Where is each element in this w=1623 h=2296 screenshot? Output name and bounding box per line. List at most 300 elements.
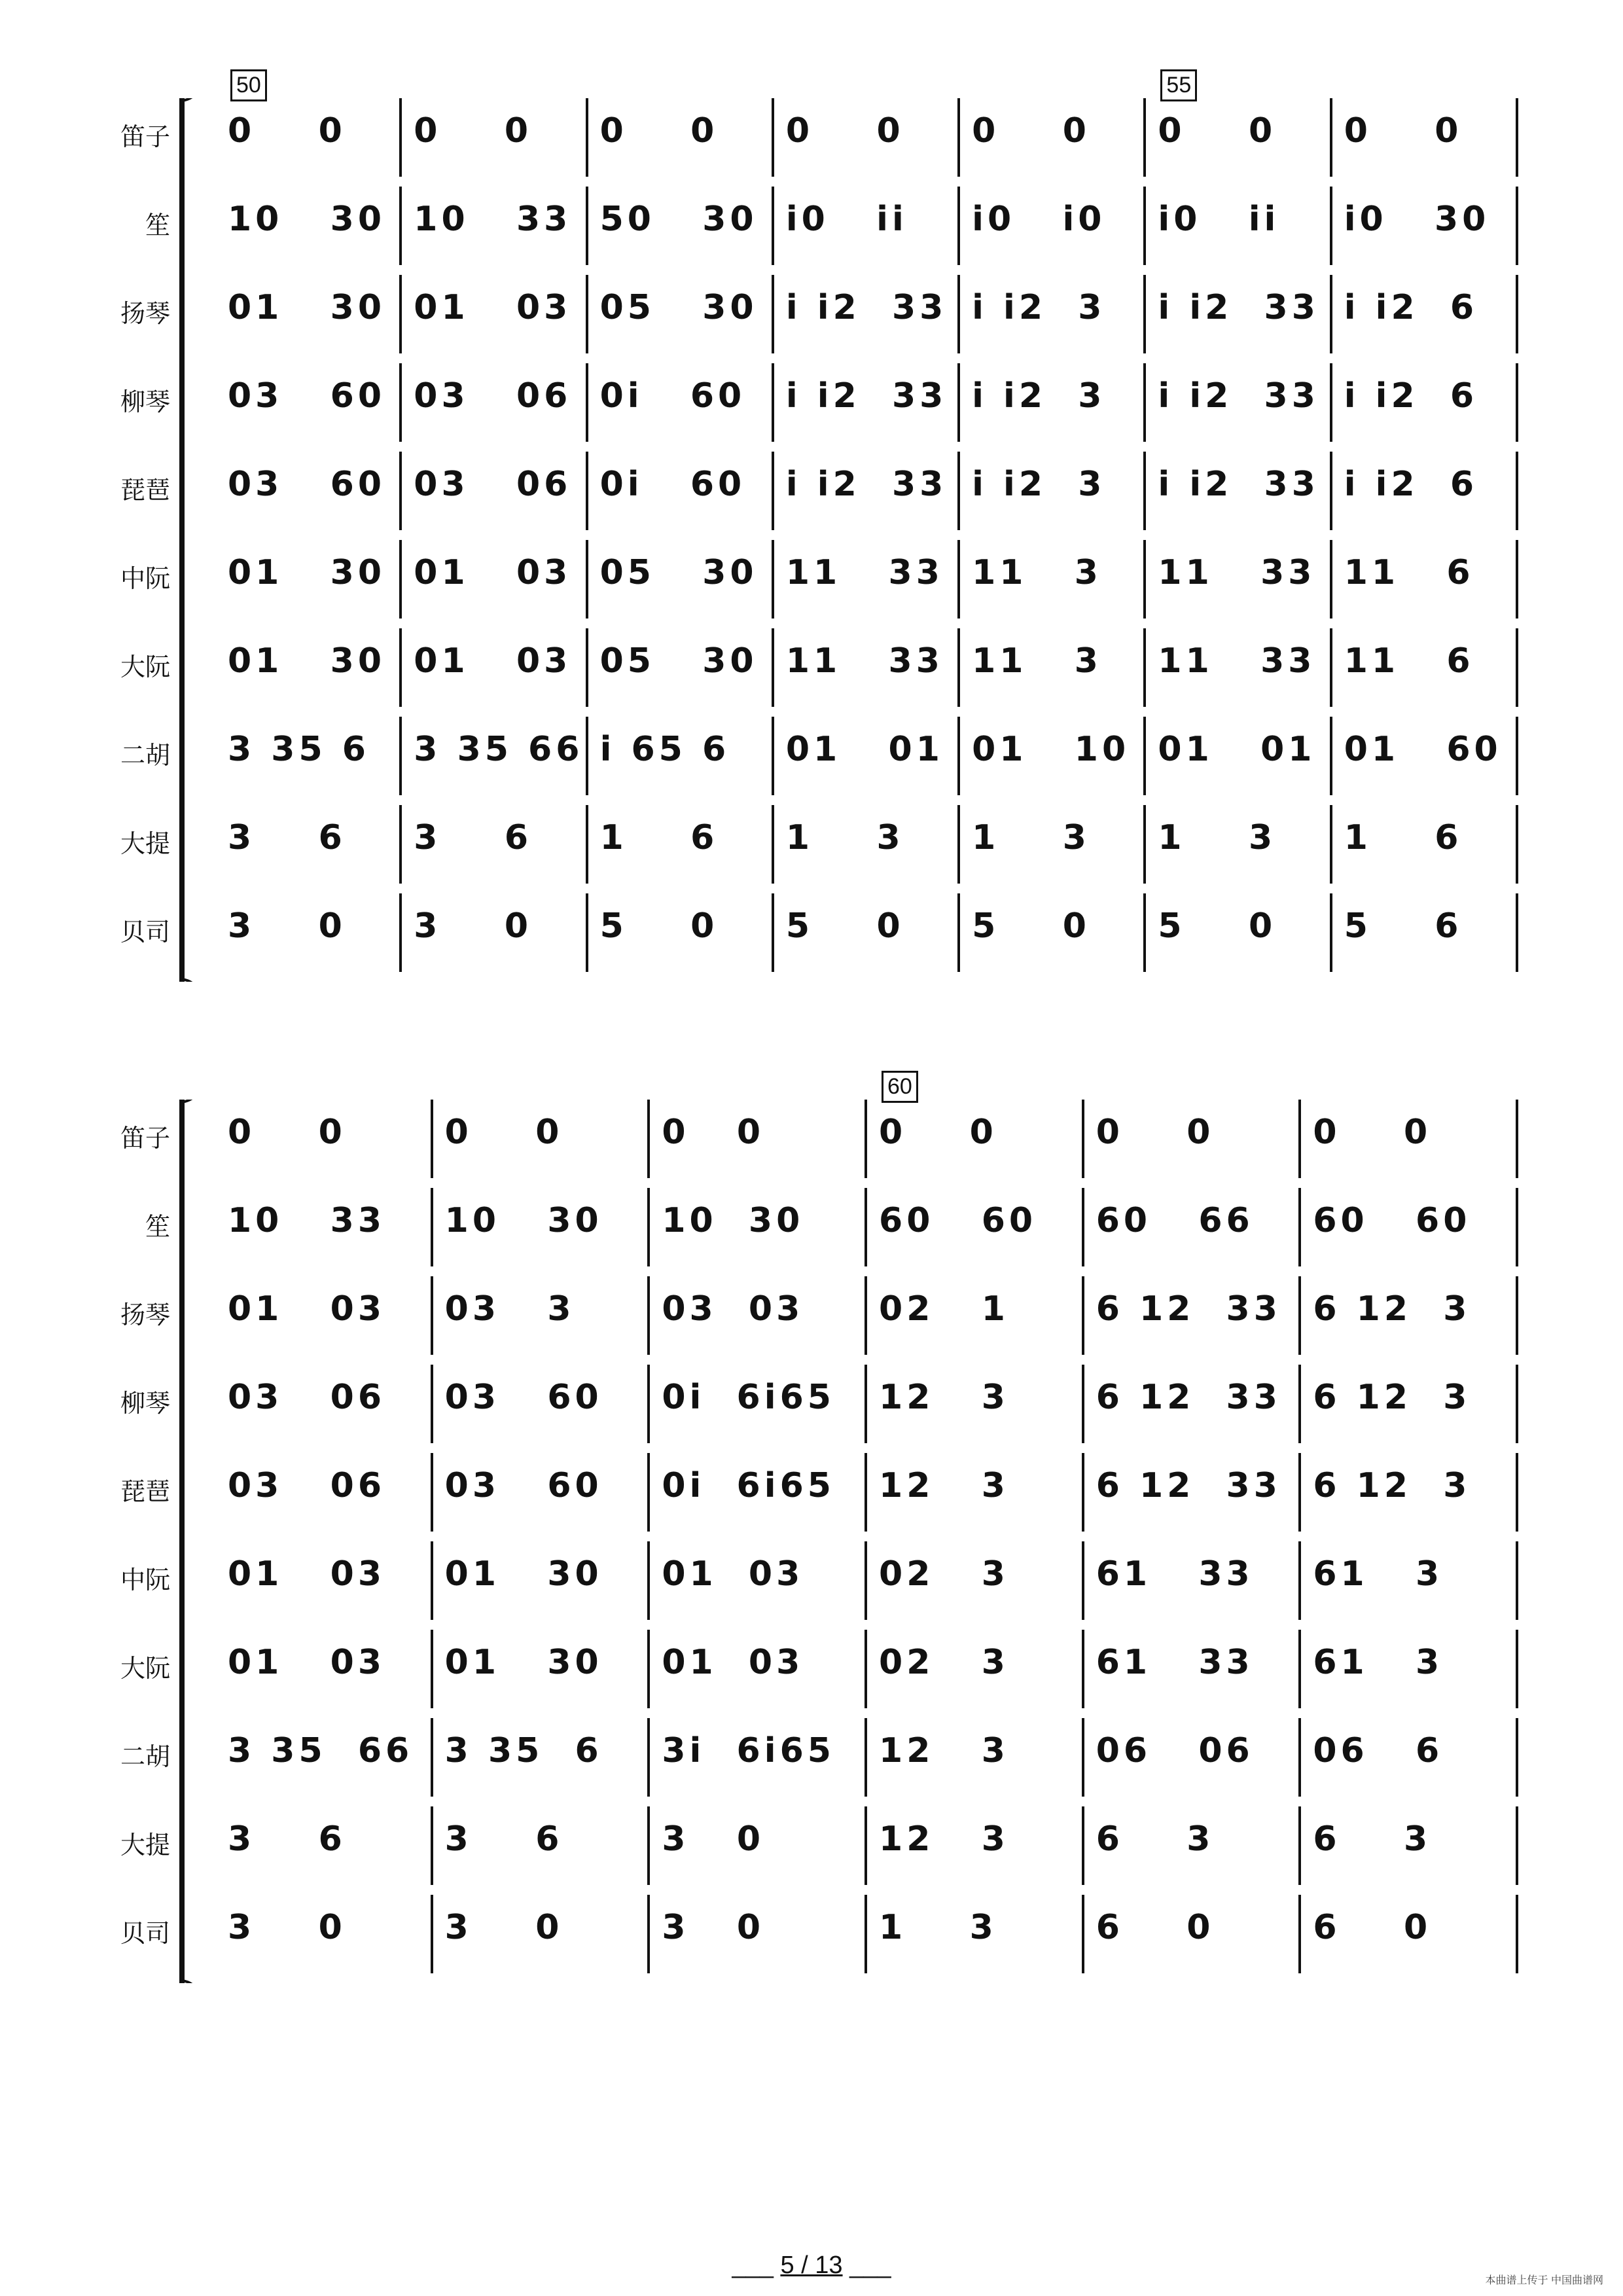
measure xyxy=(1143,187,1329,265)
measure xyxy=(431,1895,648,1973)
measure xyxy=(647,1718,865,1797)
measure xyxy=(772,275,957,353)
jianpu-notes: 06 06 xyxy=(1096,1731,1254,1770)
jianpu-notes: 11 6 xyxy=(1344,553,1474,592)
measure xyxy=(1143,805,1329,884)
jianpu-notes: 5 0 xyxy=(599,906,719,946)
jianpu-notes: 01 03 xyxy=(662,1554,804,1594)
jianpu-notes: 11 3 xyxy=(972,553,1102,592)
measure xyxy=(772,805,957,884)
measure xyxy=(865,1276,1082,1355)
instrument-label: 大提 xyxy=(120,1832,170,1859)
measure-group xyxy=(216,1074,1518,1178)
jianpu-notes: 0i 60 xyxy=(599,465,746,504)
jianpu-notes: 05 30 xyxy=(599,288,758,327)
jianpu-notes: 61 3 xyxy=(1313,1554,1444,1594)
jianpu-notes: 3i 6i65 xyxy=(662,1731,835,1770)
jianpu-notes: 01 10 xyxy=(972,730,1130,769)
measure-group xyxy=(216,540,1518,619)
jianpu-notes: 03 60 xyxy=(228,465,386,504)
jianpu-notes: 1 3 xyxy=(785,818,904,857)
measure-group xyxy=(216,1541,1518,1620)
jianpu-notes: 01 30 xyxy=(444,1554,603,1594)
measure xyxy=(216,893,399,972)
jianpu-notes: 12 3 xyxy=(879,1731,1009,1770)
instrument-row xyxy=(120,363,1518,442)
jianpu-notes: 0i 60 xyxy=(599,376,746,416)
measure xyxy=(216,275,399,353)
jianpu-notes: i0 ii xyxy=(785,200,908,239)
jianpu-notes: 6 0 xyxy=(1096,1908,1215,1947)
measure xyxy=(1330,540,1518,619)
instrument-label: 笙 xyxy=(145,212,170,240)
measure xyxy=(647,1806,865,1885)
instrument-label: 柳琴 xyxy=(120,1390,170,1418)
measure xyxy=(772,452,957,530)
measure xyxy=(216,628,399,707)
measure xyxy=(1298,1100,1518,1178)
measure xyxy=(586,363,772,442)
jianpu-notes: 11 33 xyxy=(1158,641,1316,681)
measure xyxy=(957,275,1143,353)
jianpu-notes: 6 3 xyxy=(1313,1820,1432,1859)
measure xyxy=(216,1365,431,1443)
jianpu-notes: 0 0 xyxy=(662,1113,765,1152)
jianpu-notes: 01 03 xyxy=(228,1554,386,1594)
measure xyxy=(1143,540,1329,619)
instrument-row xyxy=(120,1541,1518,1620)
instrument-label: 扬琴 xyxy=(120,300,170,328)
jianpu-notes: 0 0 xyxy=(444,1113,563,1152)
measure xyxy=(431,1365,648,1443)
jianpu-notes: 0 0 xyxy=(785,111,904,151)
instrument-label: 琵琶 xyxy=(120,1479,170,1506)
measure xyxy=(1143,893,1329,972)
jianpu-notes: 11 33 xyxy=(1158,553,1316,592)
jianpu-notes: 0 0 xyxy=(228,111,346,151)
measure xyxy=(216,187,399,265)
instrument-row xyxy=(120,1453,1518,1532)
jianpu-notes: 3 6 xyxy=(414,818,533,857)
jianpu-notes: 01 03 xyxy=(414,288,572,327)
measure xyxy=(586,98,772,177)
measure xyxy=(431,1806,648,1885)
jianpu-notes: 02 1 xyxy=(879,1289,1009,1329)
jianpu-notes: 0 0 xyxy=(1344,111,1463,151)
measure xyxy=(1082,1895,1299,1973)
measure-group xyxy=(216,1718,1518,1797)
jianpu-notes: 01 01 xyxy=(785,730,944,769)
jianpu-notes: i i2 33 xyxy=(1158,465,1319,504)
instrument-row xyxy=(120,452,1518,530)
measure xyxy=(1298,1806,1518,1885)
measure xyxy=(431,1630,648,1708)
measure xyxy=(399,628,585,707)
instrument-row xyxy=(120,717,1518,795)
instrument-label: 二胡 xyxy=(120,1744,170,1771)
score-system xyxy=(120,1074,1518,1983)
measure xyxy=(1298,1895,1518,1973)
measure xyxy=(1298,1276,1518,1355)
jianpu-notes: 6 12 33 xyxy=(1096,1466,1281,1505)
jianpu-notes: 3 0 xyxy=(228,906,346,946)
jianpu-notes: 5 0 xyxy=(785,906,904,946)
jianpu-notes: 12 3 xyxy=(879,1466,1009,1505)
page-number-text: 5 / 13 xyxy=(780,2251,843,2279)
instrument-label: 贝司 xyxy=(120,919,170,946)
jianpu-notes: 01 03 xyxy=(414,641,572,681)
instrument-row xyxy=(120,1895,1518,1973)
instrument-row xyxy=(120,805,1518,884)
jianpu-notes: i i2 3 xyxy=(972,288,1106,327)
measure xyxy=(1298,1718,1518,1797)
jianpu-notes: i i2 33 xyxy=(785,288,948,327)
jianpu-notes: 3 6 xyxy=(444,1820,563,1859)
jianpu-notes: 3 0 xyxy=(662,1908,765,1947)
measure xyxy=(1143,717,1329,795)
jianpu-notes: 10 30 xyxy=(662,1201,804,1240)
jianpu-notes: 60 66 xyxy=(1096,1201,1254,1240)
jianpu-notes: 11 33 xyxy=(785,641,944,681)
jianpu-notes: 3 0 xyxy=(414,906,533,946)
measure xyxy=(865,1806,1082,1885)
jianpu-notes: 0 0 xyxy=(228,1113,346,1152)
measure xyxy=(1298,1541,1518,1620)
measure xyxy=(1330,363,1518,442)
jianpu-notes: 0 0 xyxy=(599,111,719,151)
jianpu-notes: 05 30 xyxy=(599,641,758,681)
jianpu-notes: 0 0 xyxy=(1096,1113,1215,1152)
jianpu-notes: i i2 6 xyxy=(1344,465,1478,504)
measure xyxy=(1143,275,1329,353)
jianpu-notes: 01 03 xyxy=(228,1643,386,1682)
jianpu-notes: 03 60 xyxy=(444,1466,603,1505)
jianpu-notes: i i2 33 xyxy=(1158,288,1319,327)
jianpu-notes: 02 3 xyxy=(879,1554,1009,1594)
instrument-label: 大阮 xyxy=(120,654,170,681)
jianpu-notes: 03 06 xyxy=(228,1466,386,1505)
jianpu-notes: 03 06 xyxy=(228,1378,386,1417)
measure-group xyxy=(216,73,1518,177)
jianpu-notes: 6 12 3 xyxy=(1313,1289,1471,1329)
jianpu-notes: 0 0 xyxy=(879,1113,997,1152)
measure xyxy=(647,1365,865,1443)
measure xyxy=(1298,1453,1518,1532)
measure xyxy=(957,628,1143,707)
measure xyxy=(1330,452,1518,530)
measure xyxy=(1330,275,1518,353)
measure xyxy=(399,805,585,884)
jianpu-notes: 10 30 xyxy=(228,200,386,239)
measure xyxy=(216,717,399,795)
measure xyxy=(431,1541,648,1620)
jianpu-notes: 0 0 xyxy=(1313,1113,1432,1152)
jianpu-notes: 01 30 xyxy=(228,553,386,592)
measure xyxy=(957,893,1143,972)
measure xyxy=(216,805,399,884)
jianpu-notes: 0i 6i65 xyxy=(662,1378,835,1417)
instrument-row xyxy=(145,1188,1518,1266)
measure xyxy=(216,1806,431,1885)
measure xyxy=(216,540,399,619)
measure xyxy=(1082,1806,1299,1885)
measure xyxy=(586,805,772,884)
jianpu-notes: 06 6 xyxy=(1313,1731,1444,1770)
jianpu-notes: i 65 6 xyxy=(599,730,730,769)
jianpu-notes: 3 35 6 xyxy=(228,730,370,769)
jianpu-notes: 01 03 xyxy=(662,1643,804,1682)
instrument-row xyxy=(120,1276,1518,1355)
page-number: ___ 5 / 13 ___ xyxy=(732,2251,891,2279)
measure xyxy=(647,1895,865,1973)
measure xyxy=(1330,893,1518,972)
measure xyxy=(216,1718,431,1797)
jianpu-notes: 10 33 xyxy=(414,200,572,239)
measure xyxy=(431,1100,648,1178)
jianpu-notes: 5 6 xyxy=(1344,906,1463,946)
measure-group xyxy=(216,628,1518,707)
measure-group xyxy=(216,1188,1518,1266)
measure-group xyxy=(216,1453,1518,1532)
measure xyxy=(216,363,399,442)
jianpu-notes: i0 ii xyxy=(1158,200,1280,239)
instrument-row xyxy=(120,1365,1518,1443)
jianpu-notes: 01 30 xyxy=(228,288,386,327)
jianpu-notes: 10 33 xyxy=(228,1201,386,1240)
measure xyxy=(399,717,585,795)
jianpu-notes: 5 0 xyxy=(972,906,1090,946)
jianpu-notes: 03 3 xyxy=(444,1289,575,1329)
instrument-row xyxy=(120,540,1518,619)
measure xyxy=(1330,98,1518,177)
jianpu-notes: 3 35 6 xyxy=(444,1731,603,1770)
instrument-row xyxy=(120,893,1518,972)
jianpu-notes: 60 60 xyxy=(1313,1201,1471,1240)
measure xyxy=(216,1630,431,1708)
measure xyxy=(647,1630,865,1708)
measure xyxy=(865,1895,1082,1973)
measure-group xyxy=(216,717,1518,795)
instrument-label: 笛子 xyxy=(120,1125,170,1153)
jianpu-notes: 60 60 xyxy=(879,1201,1037,1240)
instrument-row xyxy=(120,1718,1518,1797)
footer-watermark: 本曲谱上传于 中国曲谱网 xyxy=(1485,2275,1603,2286)
measure xyxy=(1330,628,1518,707)
measure-group xyxy=(216,1895,1518,1973)
measure xyxy=(586,540,772,619)
jianpu-notes: i i2 6 xyxy=(1344,288,1478,327)
measure xyxy=(957,363,1143,442)
measure xyxy=(1082,1365,1299,1443)
jianpu-notes: 50 30 xyxy=(599,200,758,239)
measure xyxy=(957,540,1143,619)
measure xyxy=(865,1541,1082,1620)
measure-group xyxy=(216,363,1518,442)
measure xyxy=(216,73,399,177)
rehearsal-mark: 60 xyxy=(882,1071,918,1103)
measure xyxy=(1082,1100,1299,1178)
measure xyxy=(865,1718,1082,1797)
measure-group xyxy=(216,1806,1518,1885)
measure xyxy=(1082,1541,1299,1620)
jianpu-notes: 6 12 3 xyxy=(1313,1466,1471,1505)
measure xyxy=(772,628,957,707)
jianpu-notes: 01 30 xyxy=(228,641,386,681)
jianpu-notes: 01 03 xyxy=(414,553,572,592)
jianpu-notes: 03 06 xyxy=(414,465,572,504)
measure xyxy=(957,717,1143,795)
measure xyxy=(431,1276,648,1355)
instrument-row xyxy=(120,73,1518,177)
jianpu-notes: 6 12 33 xyxy=(1096,1378,1281,1417)
jianpu-notes: 03 06 xyxy=(414,376,572,416)
jianpu-notes: 01 03 xyxy=(228,1289,386,1329)
measure xyxy=(647,1276,865,1355)
jianpu-notes: 3 0 xyxy=(662,1820,765,1859)
measure xyxy=(1330,187,1518,265)
measure xyxy=(865,1365,1082,1443)
jianpu-notes: i0 30 xyxy=(1344,200,1490,239)
instrument-label: 中阮 xyxy=(120,1567,170,1594)
jianpu-notes: 12 3 xyxy=(879,1820,1009,1859)
measure xyxy=(431,1188,648,1266)
instrument-label: 中阮 xyxy=(120,565,170,593)
measure xyxy=(647,1100,865,1178)
measure xyxy=(216,1895,431,1973)
jianpu-notes: 6 0 xyxy=(1313,1908,1432,1947)
measure xyxy=(399,275,585,353)
measure xyxy=(772,540,957,619)
jianpu-notes: 3 0 xyxy=(444,1908,563,1947)
measure xyxy=(1298,1188,1518,1266)
jianpu-notes: 01 01 xyxy=(1158,730,1316,769)
measure xyxy=(216,1188,431,1266)
jianpu-notes: i0 i0 xyxy=(972,200,1106,239)
jianpu-notes: 0 0 xyxy=(414,111,533,151)
jianpu-notes: 10 30 xyxy=(444,1201,603,1240)
measure xyxy=(1082,1276,1299,1355)
jianpu-notes: 61 33 xyxy=(1096,1643,1254,1682)
score-system xyxy=(120,73,1518,982)
jianpu-notes: i i2 33 xyxy=(1158,376,1319,416)
measure-group xyxy=(216,1276,1518,1355)
instrument-label: 贝司 xyxy=(120,1920,170,1948)
jianpu-notes: 01 60 xyxy=(1344,730,1502,769)
instrument-label: 二胡 xyxy=(120,742,170,770)
jianpu-notes: 05 30 xyxy=(599,553,758,592)
jianpu-notes: i i2 3 xyxy=(972,376,1106,416)
measure-group xyxy=(216,805,1518,884)
measure xyxy=(1298,1365,1518,1443)
measure xyxy=(957,805,1143,884)
rehearsal-mark: 55 xyxy=(1160,69,1197,101)
jianpu-notes: 0 0 xyxy=(972,111,1090,151)
instrument-row xyxy=(145,187,1518,265)
jianpu-notes: 3 0 xyxy=(228,1908,346,1947)
measure xyxy=(586,893,772,972)
measure xyxy=(399,893,585,972)
measure xyxy=(399,540,585,619)
measure xyxy=(1143,73,1329,177)
measure xyxy=(772,893,957,972)
measure-group xyxy=(216,187,1518,265)
measure xyxy=(216,1541,431,1620)
measure xyxy=(865,1074,1082,1178)
measure xyxy=(399,98,585,177)
jianpu-notes: 1 6 xyxy=(599,818,719,857)
jianpu-notes: 6 3 xyxy=(1096,1820,1215,1859)
jianpu-notes: 61 33 xyxy=(1096,1554,1254,1594)
instrument-label: 笙 xyxy=(145,1213,170,1241)
measure xyxy=(586,452,772,530)
instrument-row xyxy=(120,1074,1518,1178)
jianpu-notes: i i2 3 xyxy=(972,465,1106,504)
jianpu-notes: 3 6 xyxy=(228,818,346,857)
measure xyxy=(1143,628,1329,707)
measure-group xyxy=(216,1630,1518,1708)
measure xyxy=(647,1453,865,1532)
instrument-label: 琵琶 xyxy=(120,477,170,505)
jianpu-notes: 3 35 66 xyxy=(414,730,584,769)
measure-group xyxy=(216,452,1518,530)
jianpu-notes: i i2 33 xyxy=(785,376,948,416)
measure xyxy=(772,363,957,442)
jianpu-notes: i i2 33 xyxy=(785,465,948,504)
jianpu-notes: 1 3 xyxy=(879,1908,997,1947)
jianpu-notes: 5 0 xyxy=(1158,906,1277,946)
measure xyxy=(647,1541,865,1620)
measure xyxy=(1082,1453,1299,1532)
measure xyxy=(1082,1630,1299,1708)
measure xyxy=(216,452,399,530)
jianpu-notes: 01 30 xyxy=(444,1643,603,1682)
measure xyxy=(431,1453,648,1532)
measure xyxy=(1330,717,1518,795)
measure-group xyxy=(216,275,1518,353)
jianpu-notes: 3 35 66 xyxy=(228,1731,414,1770)
jianpu-notes: 03 60 xyxy=(444,1378,603,1417)
jianpu-notes: 0 0 xyxy=(1158,111,1277,151)
jianpu-notes: 6 12 3 xyxy=(1313,1378,1471,1417)
jianpu-notes: 12 3 xyxy=(879,1378,1009,1417)
instrument-label: 大阮 xyxy=(120,1655,170,1683)
jianpu-notes: 11 3 xyxy=(972,641,1102,681)
measure xyxy=(399,363,585,442)
measure xyxy=(216,1276,431,1355)
measure-group xyxy=(216,893,1518,972)
jianpu-notes: 1 6 xyxy=(1344,818,1463,857)
measure xyxy=(1082,1718,1299,1797)
measure xyxy=(957,452,1143,530)
measure xyxy=(865,1188,1082,1266)
jianpu-notes: 6 12 33 xyxy=(1096,1289,1281,1329)
measure xyxy=(399,187,585,265)
measure xyxy=(1143,452,1329,530)
measure xyxy=(586,628,772,707)
measure xyxy=(772,717,957,795)
instrument-label: 扬琴 xyxy=(120,1302,170,1329)
measure xyxy=(772,187,957,265)
measure xyxy=(586,717,772,795)
measure xyxy=(957,187,1143,265)
instrument-label: 笛子 xyxy=(120,124,170,151)
measure xyxy=(586,275,772,353)
measure xyxy=(1082,1188,1299,1266)
measure xyxy=(865,1630,1082,1708)
instrument-label: 柳琴 xyxy=(120,389,170,416)
measure xyxy=(1298,1630,1518,1708)
jianpu-notes: 3 6 xyxy=(228,1820,346,1859)
